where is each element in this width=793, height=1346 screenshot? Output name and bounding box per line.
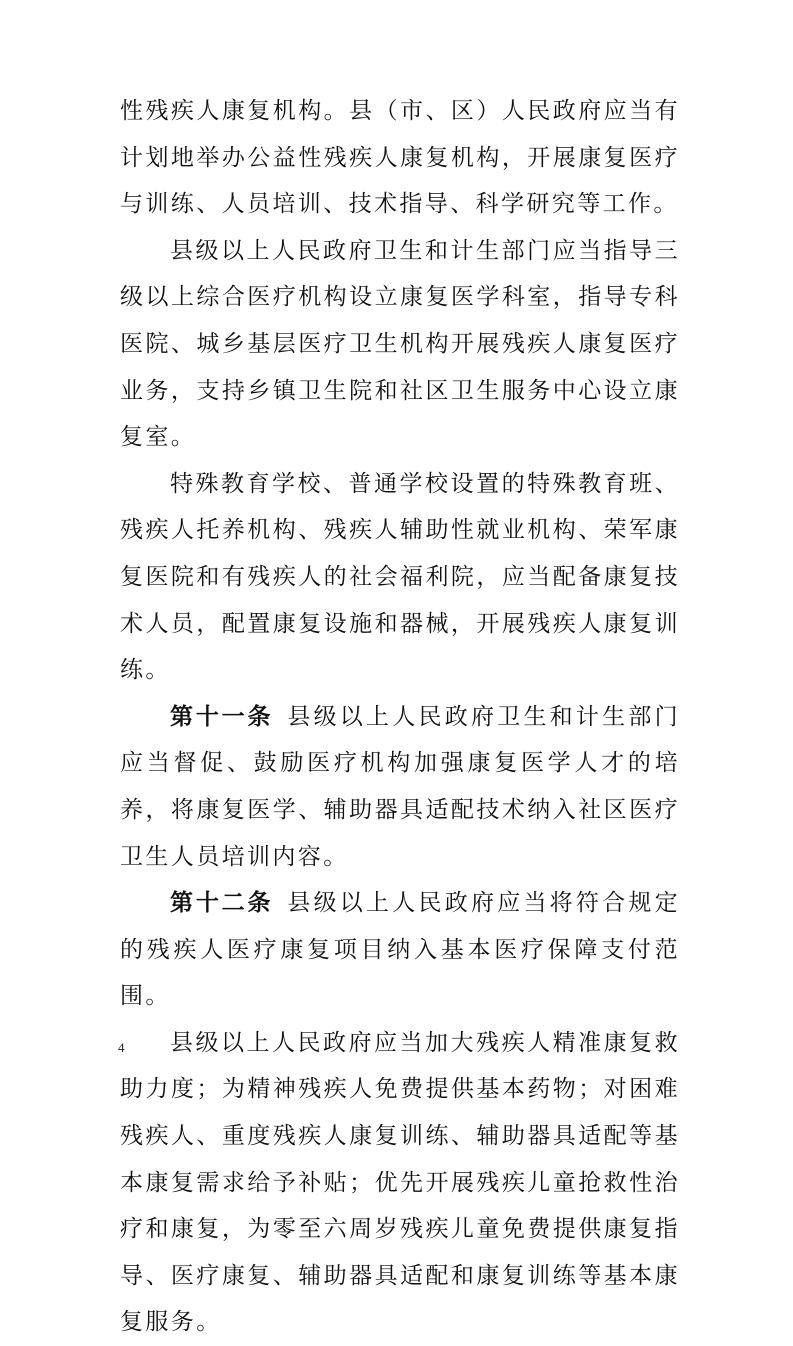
article-label: 第十一条 (170, 703, 274, 730)
article-12-paragraph: 第十二条 县级以上人民政府应当将符合规定的残疾人医疗康复项目纳入基本医疗保障支付范围。 (120, 890, 681, 1010)
article-11-paragraph: 第十一条 县级以上人民政府卫生和计生部门应当督促、鼓励医疗机构加强康复医学人才的培养，将康复医学、辅助器具适配技术纳入社区医疗卫生人员培训内容。 (120, 703, 681, 870)
paragraph: 特殊教育学校、普通学校设置的特殊教育班、残疾人托养机构、残疾人辅助性就业机构、荣军康复医院和有残疾人的社会福利院，应当配备康复技术人员，配置康复设施和器械，开展残疾人康复训练。 (120, 470, 680, 684)
page-number: 4 (118, 1040, 125, 1055)
document-page (120, 88, 680, 1346)
paragraph: 县级以上人民政府应当加大残疾人精准康复救助力度；为精神残疾人免费提供基本药物；对困难残疾人、重度残疾人康复训练、辅助器具适配等基本康复需求给予补贴；优先开展残疾儿童抢救性治疗和康复，为零至六周岁残疾儿童免费提供康复指导、医疗康复、辅助器具适配和康复训练等基本康复服务。 (120, 1029, 680, 1336)
paragraph-continuation: 性残疾人康复机构。县（市、区）人民政府应当有计划地举办公益性残疾人康复机构，开展康复医疗与训练、人员培训、技术指导、科学研究等工作。 (120, 98, 680, 218)
paragraph: 县级以上人民政府卫生和计生部门应当指导三级以上综合医疗机构设立康复医学科室，指导专科医院、城乡基层医疗卫生机构开展残疾人康复医疗业务，支持乡镇卫生院和社区卫生服务中心设立康复室。 (120, 237, 680, 451)
article-label: 第十二条 (170, 890, 274, 917)
